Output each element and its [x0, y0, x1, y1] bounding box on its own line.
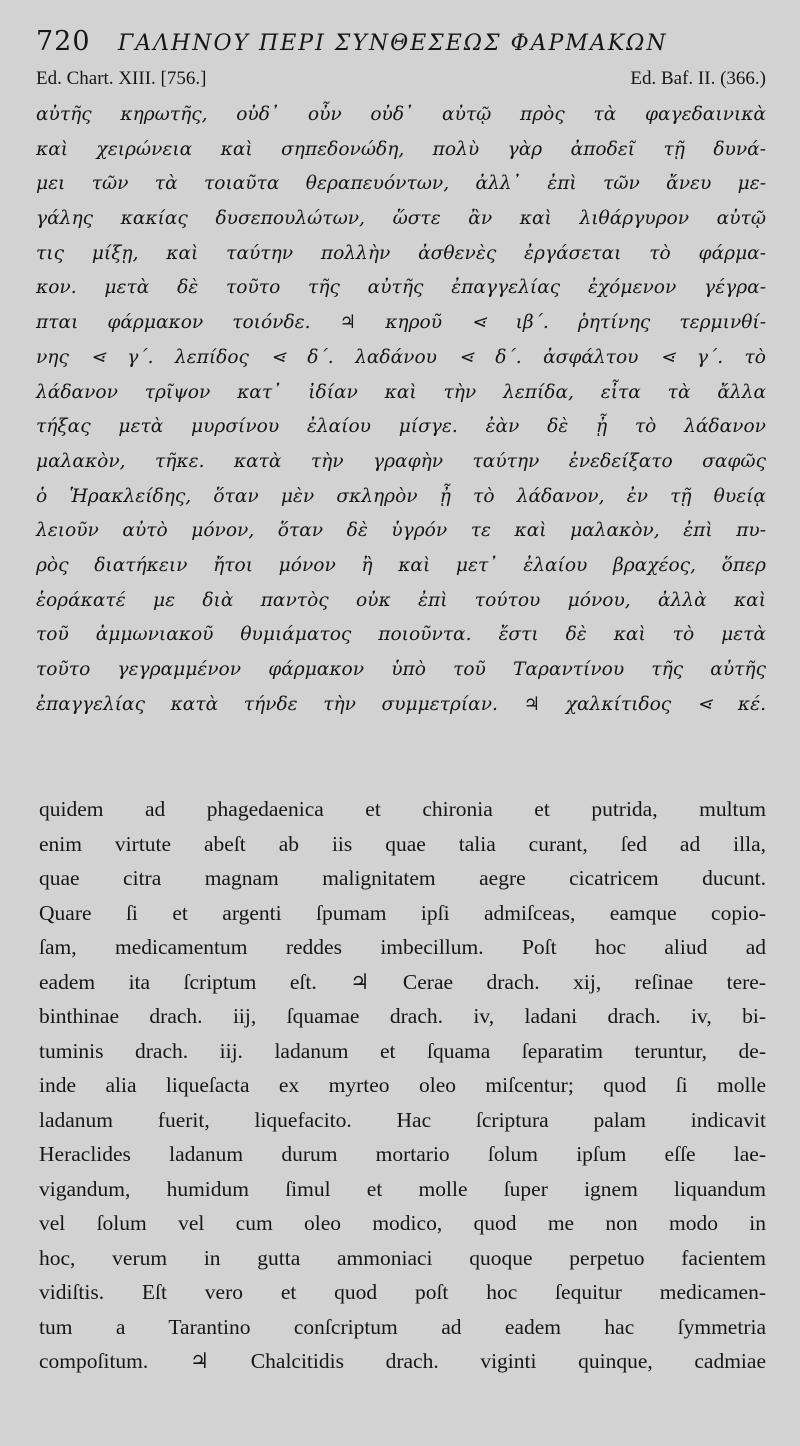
greek-text-line: αὐτῆς κηρωτῆς, οὐδ᾽ οὖν οὐδ᾽ αὐτῷ πρὸς τὰ φαγεδαινικὰ [36, 104, 766, 125]
greek-text-line: γάλης κακίας δυσεπουλώτων, ὥστε ἂν καὶ λιθάργυρον αὐτῷ [36, 208, 766, 230]
latin-text-line: quae citra magnam malignitatem aegre cicatricem ducunt. [39, 866, 766, 891]
greek-text-block [36, 98, 766, 722]
greek-text-line: τοῦτο γεγραμμένον φάρμακον ὑπὸ τοῦ Ταραντίνου τῆς αὐτῆς [36, 659, 766, 680]
latin-text-line: enim virtute abeſt ab iis quae talia curant, ſed ad illa, [39, 831, 766, 856]
page-number: 720 [36, 26, 91, 57]
latin-text-line: inde alia liqueſacta ex myrteo oleo miſcentur; quod ſi molle [39, 1073, 766, 1098]
greek-text-line: μαλακὸν, τῆκε. κατὰ τὴν γραφὴν ταύτην ἐνεδείξατο σαφῶς [36, 450, 766, 472]
greek-text-line: τοῦ ἀμμωνιακοῦ θυμιάματος ποιοῦντα. ἔστι δὲ καὶ τὸ μετὰ [36, 624, 766, 646]
latin-text-line: vigandum, humidum ſimul et molle ſuper ignem liquandum [39, 1176, 766, 1201]
greek-text-line: λειοῦν αὐτὸ μόνον, ὅταν δὲ ὑγρόν τε καὶ μαλακὸν, ἐπὶ πυ- [36, 520, 766, 542]
greek-text-line: τήξας μετὰ μυρσίνου ἐλαίου μίσγε. ἐὰν δὲ ᾖ τὸ λάδανον [36, 416, 766, 438]
latin-text-line: tum a Tarantino conſcriptum ad eadem hac ſymmetria [39, 1314, 766, 1339]
greek-text-line: ὁ Ἡρακλείδης, ὅταν μὲν σκληρὸν ᾖ τὸ λάδανον, ἐν τῇ θυείᾳ [36, 485, 766, 507]
edition-basel: Ed. Baf. II. (366.) [630, 68, 766, 89]
latin-text-line: ladanum fuerit, liquefacito. Hac ſcriptura palam indicavit [39, 1107, 766, 1132]
greek-text-line: ἑοράκατέ με διὰ παντὸς οὐκ ἐπὶ τούτου μόνου, ἀλλὰ καὶ [36, 589, 766, 611]
latin-text-line: vidiſtis. Eſt vero et quod poſt hoc ſequitur medicamen- [39, 1280, 766, 1305]
column-gap [36, 722, 766, 792]
greek-text-line: νης ⋖ γ΄. λεπίδος ⋖ δ΄. λαδάνου ⋖ δ΄. ἀσφάλτου ⋖ γ΄. τὸ [36, 346, 766, 368]
greek-text-line: ἐπαγγελίας κατὰ τήνδε τὴν συμμετρίαν. ♃ χαλκίτιδος ⋖ κέ. [36, 693, 766, 715]
running-title: ΓΑΛΗΝΟΥ ΠΕΡΙ ΣΥΝΘΕΣΕΩΣ ΦΑΡΜΑΚΩΝ [118, 31, 668, 56]
greek-text-line: λάδανον τρῖψον κατ᾽ ἰδίαν καὶ τὴν λεπίδα, εἶτα τὰ ἄλλα [36, 381, 766, 403]
latin-text-line: tuminis drach. iij. ladanum et ſquama ſeparatim teruntur, de- [39, 1038, 766, 1063]
greek-text-line: ρὸς διατήκειν ἤτοι μόνον ἢ καὶ μετ᾽ ἐλαίου βραχέος, ὅπερ [36, 554, 766, 576]
greek-text-line: καὶ χειρώνεια καὶ σηπεδονώδη, πολὺ γὰρ ἀποδεῖ τῇ δυνά- [36, 138, 766, 160]
latin-text-line: compoſitum. ♃ Chalcitidis drach. viginti quinque, cadmiae [39, 1349, 766, 1374]
greek-text-line: μει τῶν τὰ τοιαῦτα θεραπευόντων, ἀλλ᾽ ἐπὶ τῶν ἄνευ με- [36, 173, 766, 195]
running-head [36, 26, 766, 70]
greek-text-line: τις μίξῃ, καὶ ταύτην πολλὴν ἀσθενὲς ἐργάσεται τὸ φάρμα- [36, 242, 766, 264]
latin-text-line: eadem ita ſcriptum eſt. ♃ Cerae drach. xij, reſinae tere- [39, 969, 766, 994]
edition-references [36, 68, 766, 94]
latin-text-line: binthinae drach. iij, ſquamae drach. iv, ladani drach. iv, bi- [39, 1004, 766, 1029]
edition-chartier: Ed. Chart. XIII. [756.] [36, 68, 207, 89]
greek-text-line: κον. μετὰ δὲ τοῦτο τῆς αὐτῆς ἐπαγγελίας ἐχόμενον γέγρα- [36, 277, 766, 299]
latin-text-line: hoc, verum in gutta ammoniaci quoque perpetuo facientem [39, 1245, 766, 1270]
latin-text-line: Quare ſi et argenti ſpumam ipſi admiſceas, eamque copio- [39, 900, 766, 925]
latin-text-line: quidem ad phagedaenica et chironia et putrida, multum [39, 797, 766, 822]
latin-text-line: vel ſolum vel cum oleo modico, quod me non modo in [39, 1211, 766, 1236]
latin-text-block [39, 792, 766, 1379]
greek-text-line: πται φάρμακον τοιόνδε. ♃ κηροῦ ⋖ ιβ΄. ῥητίνης τερμινθί- [36, 312, 766, 334]
latin-text-line: Heraclides ladanum durum mortario ſolum ipſum eſſe lae- [39, 1142, 766, 1167]
latin-text-line: ſam, medicamentum reddes imbecillum. Poſt hoc aliud ad [39, 935, 766, 960]
